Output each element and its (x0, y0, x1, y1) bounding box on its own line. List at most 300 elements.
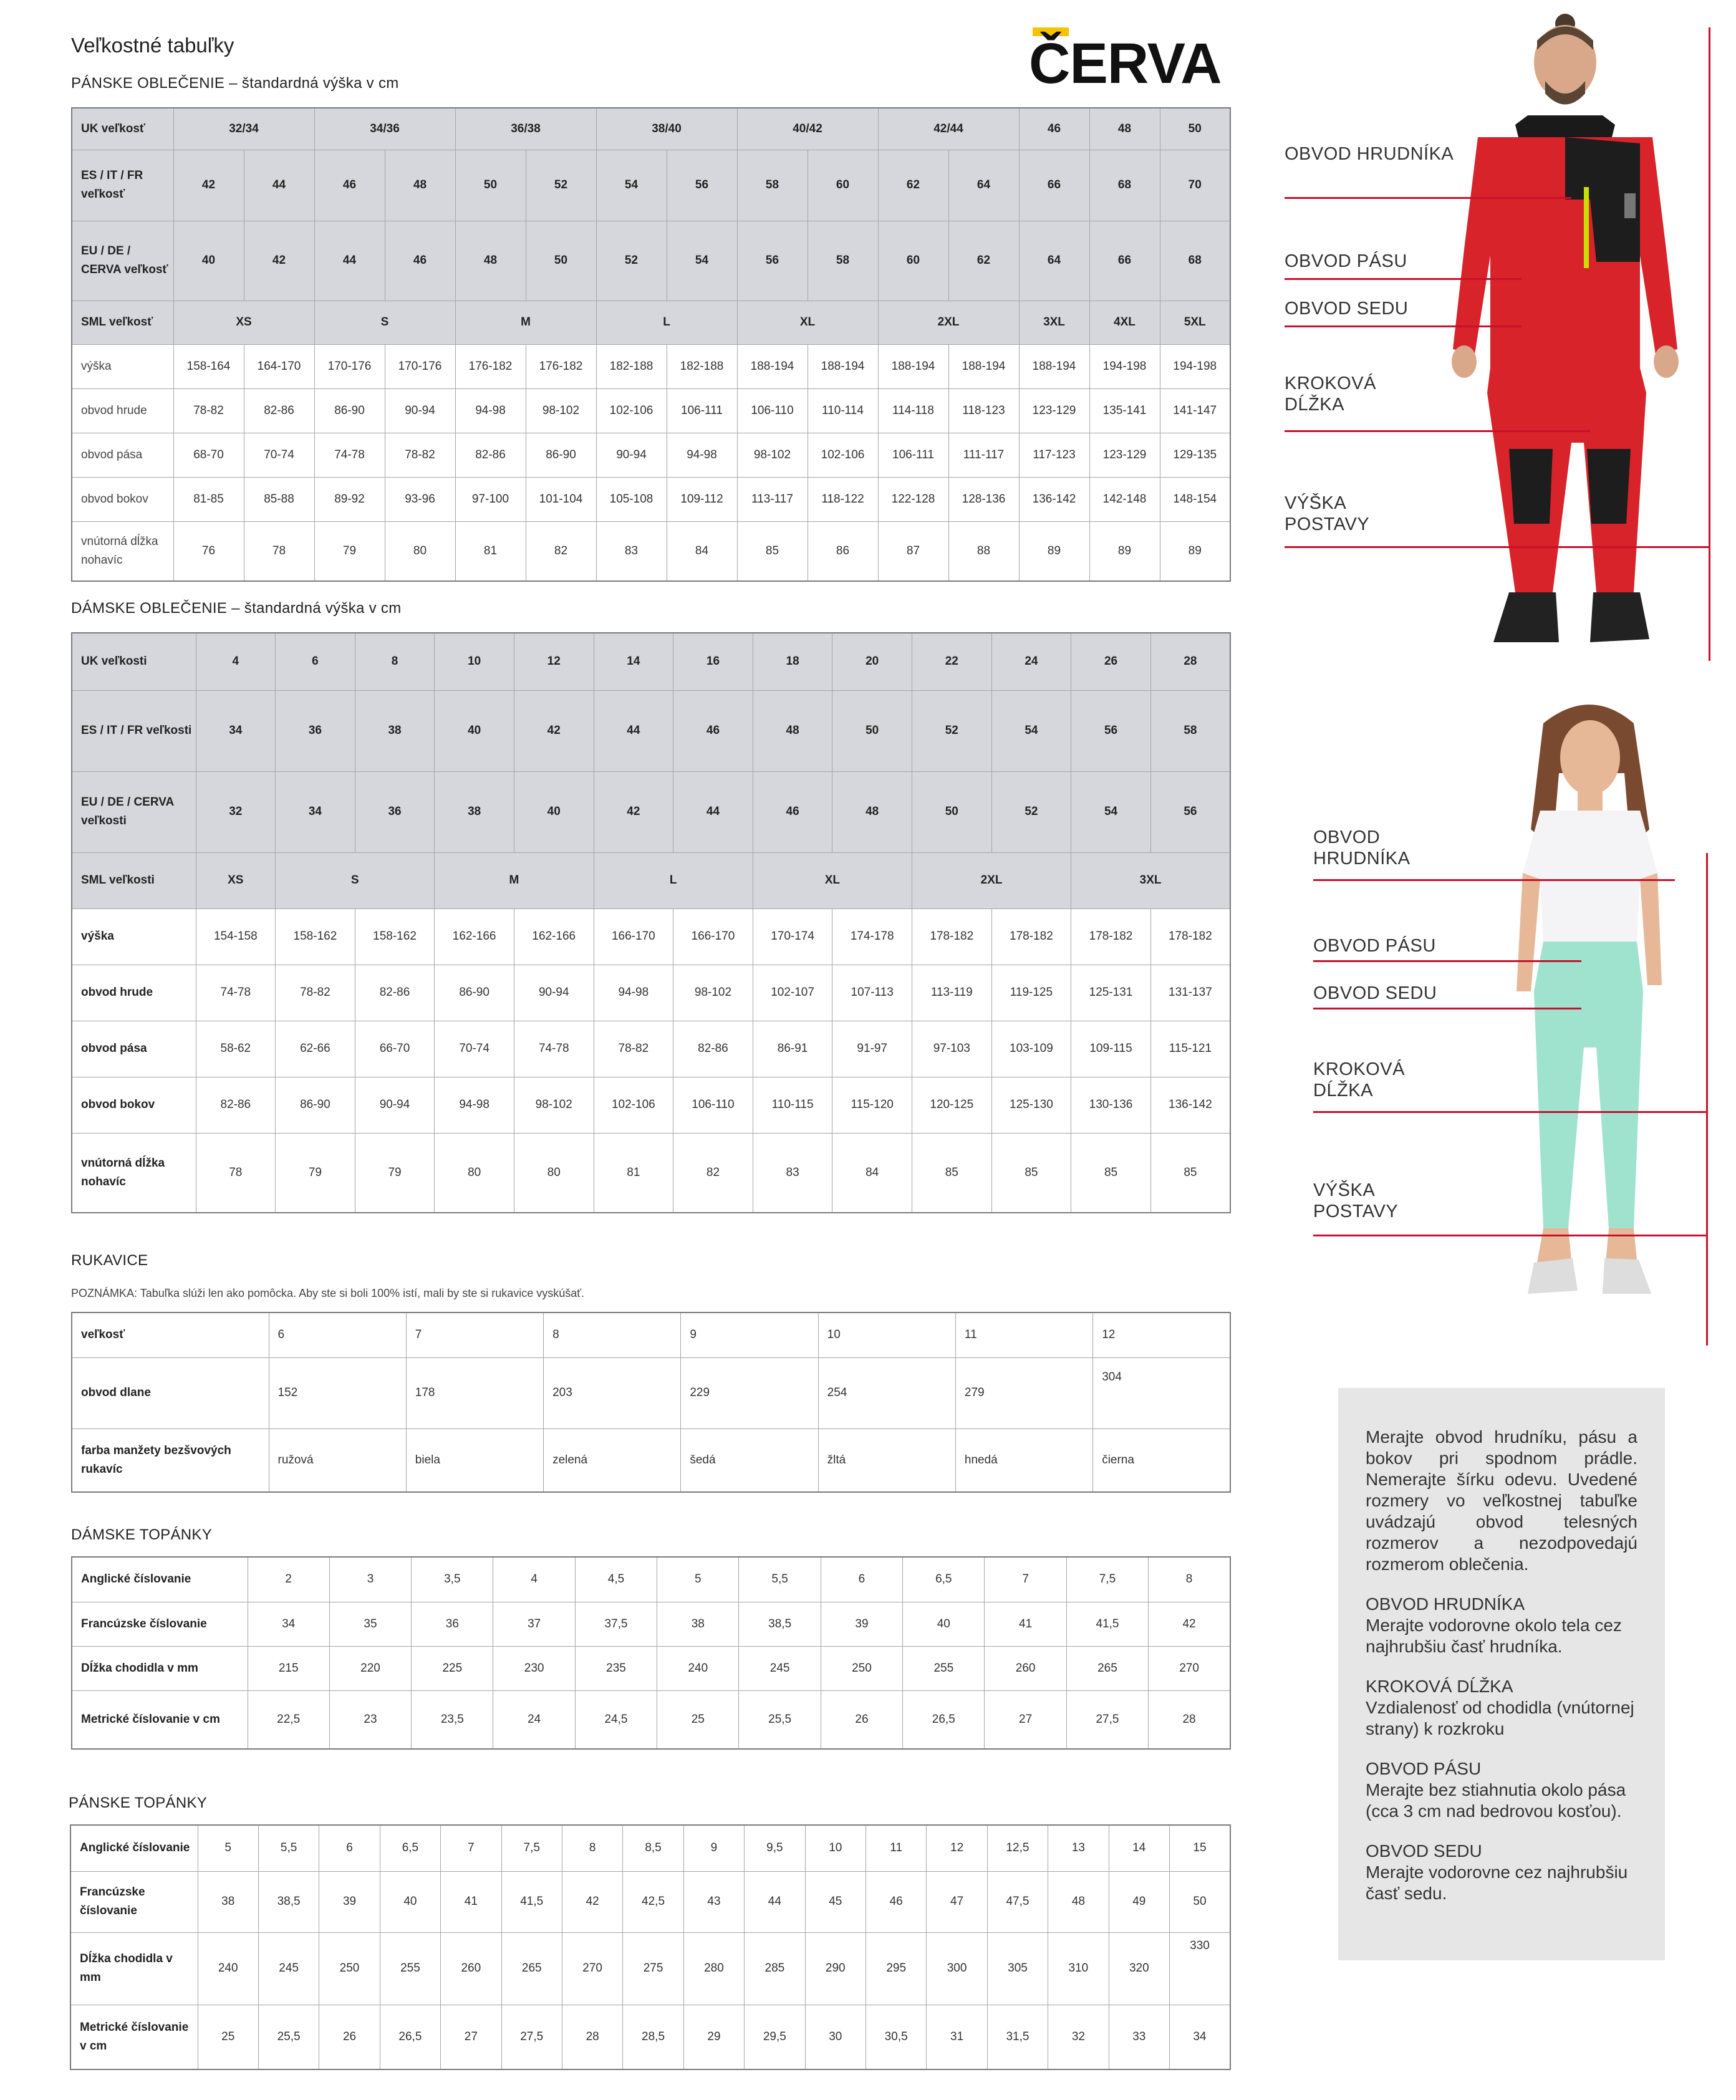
table-row (72, 521, 1230, 581)
cell: 178-182 (1071, 908, 1151, 965)
cell: 40 (903, 1602, 985, 1646)
cell: 102-107 (753, 965, 832, 1021)
cell: 58-62 (196, 1021, 276, 1077)
cell: 50 (832, 690, 912, 771)
gloves-section-title: RUKAVICE (71, 1252, 148, 1269)
cell: 109-112 (667, 477, 737, 521)
cell: 135-141 (1089, 388, 1160, 433)
table-row (72, 221, 1230, 301)
gloves-table (71, 1312, 1231, 1493)
table-row (72, 344, 1230, 388)
info-text-waist: Merajte bez stiahnutia okolo pása (cca 3 cm nad bedrovou kosťou). (1366, 1780, 1626, 1821)
male-figure-illustration (1434, 12, 1696, 661)
cell: 44 (594, 690, 673, 771)
female-line-seat (1313, 1008, 1581, 1009)
cell: 10 (818, 1312, 955, 1357)
cell: 85 (1150, 1133, 1230, 1213)
cell: XL (737, 301, 878, 344)
cell: M (435, 852, 594, 908)
cell: 20 (832, 633, 912, 690)
cell: 240 (198, 1932, 258, 2005)
cell: 102-106 (596, 388, 667, 433)
cell: 15 (1170, 1825, 1231, 1871)
cell: 176-182 (526, 344, 596, 388)
cell: 5,5 (739, 1557, 821, 1602)
table-row (72, 1357, 1230, 1428)
cell: 82-86 (455, 433, 526, 477)
cell: 39 (821, 1602, 902, 1646)
cell: 48 (385, 150, 455, 221)
cell: 6 (319, 1825, 380, 1871)
info-text-chest: Merajte vodorovne okolo tela cez najhrubšiu časť hrudníka. (1366, 1616, 1622, 1656)
cell: 32/34 (173, 108, 314, 150)
row-label: Dĺžka chodidla v mm (72, 1646, 248, 1690)
cell: XS (196, 852, 276, 908)
cell: 141-147 (1160, 388, 1230, 433)
cell: 235 (575, 1646, 657, 1690)
cell: 70 (1160, 150, 1230, 221)
cell: 89 (1019, 521, 1089, 581)
cell: 106-111 (878, 433, 948, 477)
cell: 37 (493, 1602, 575, 1646)
cell: zelená (544, 1428, 681, 1492)
cell: 123-129 (1019, 388, 1089, 433)
cell: 255 (380, 1932, 440, 2005)
cell: 5,5 (258, 1825, 319, 1871)
cell: 52 (912, 690, 991, 771)
cell: 3XL (1071, 852, 1230, 908)
cell: 27 (985, 1690, 1066, 1749)
men-section-title: PÁNSKE OBLEČENIE – štandardná výška v cm (71, 75, 399, 92)
row-label: obvod pása (72, 433, 173, 477)
info-intro: Merajte obvod hrudníku, pásu a bokov pri spodnom prádle. Nemerajte šírku odevu. Uvedené rozmery vo veľkostnej tabuľke uvádzajú obvod telesných rozmerov a nezodpovedajú rozmerom oblečenia. (1366, 1427, 1637, 1574)
cell: 83 (753, 1133, 832, 1213)
cell: 5 (198, 1825, 258, 1871)
row-label: ES / IT / FR veľkosti (72, 690, 196, 771)
cell: 4XL (1089, 301, 1160, 344)
female-line-chest (1313, 879, 1675, 881)
cell: 136-142 (1019, 477, 1089, 521)
cell: 50 (912, 771, 991, 852)
cell: biela (406, 1428, 543, 1492)
cell: 123-129 (1089, 433, 1160, 477)
info-text-inseam: Vzdialenosť od chodidla (vnútornej strany) k rozkroku (1366, 1698, 1634, 1738)
cell: 28,5 (623, 2005, 683, 2069)
cell: 43 (683, 1871, 744, 1932)
cell: 90-94 (596, 433, 667, 477)
row-label: vnútorná dĺžka nohavíc (72, 1133, 196, 1213)
cell: 166-170 (673, 908, 753, 965)
cell: 270 (1149, 1646, 1230, 1690)
male-label-waist: OBVOD PÁSU (1285, 251, 1407, 271)
cell: 106-110 (737, 388, 808, 433)
table-row (72, 1021, 1230, 1077)
table-row (72, 908, 1230, 965)
cell: 36/38 (455, 108, 596, 150)
cell: 12,5 (987, 1825, 1048, 1871)
cell: 12 (1093, 1312, 1230, 1357)
cell: 280 (683, 1932, 744, 2005)
cell: 4,5 (575, 1557, 657, 1602)
cell: 40 (435, 690, 514, 771)
cell: 90-94 (385, 388, 455, 433)
cell: 194-198 (1089, 344, 1160, 388)
cell: 26,5 (380, 2005, 440, 2069)
cell: 66 (1019, 150, 1089, 221)
table-row (72, 690, 1230, 771)
cell: 82-86 (355, 965, 435, 1021)
table-row (70, 1825, 1230, 1871)
cell: 58 (1150, 690, 1230, 771)
cell: 270 (562, 1932, 622, 2005)
cell: 250 (319, 1932, 380, 2005)
cell: 66 (1089, 221, 1160, 301)
female-line-height (1313, 1235, 1706, 1236)
cell: 48 (1089, 108, 1160, 150)
table-row (70, 1871, 1230, 1932)
cell: 86-90 (526, 433, 596, 477)
cell: 46 (314, 150, 385, 221)
cell: 182-188 (667, 344, 737, 388)
cell: 85 (912, 1133, 991, 1213)
cell: 42 (514, 690, 594, 771)
cell: 84 (667, 521, 737, 581)
cell: 48 (832, 771, 912, 852)
row-label: Anglické číslovanie (72, 1557, 248, 1602)
cell: 35 (329, 1602, 411, 1646)
row-label: farba manžety bezšvových rukavíc (72, 1428, 269, 1492)
cell: 42 (173, 150, 244, 221)
cell: 4 (196, 633, 276, 690)
table-row (72, 1602, 1230, 1646)
cell: 46 (1019, 108, 1089, 150)
cell: 49 (1109, 1871, 1169, 1932)
female-label-height: VÝŠKA POSTAVY (1313, 1180, 1399, 1221)
cell: 28 (1150, 633, 1230, 690)
cell: 188-194 (1019, 344, 1089, 388)
cell: 3XL (1019, 301, 1089, 344)
cell: 48 (1048, 1871, 1109, 1932)
cell: 58 (808, 221, 878, 301)
cell: 9,5 (745, 1825, 805, 1871)
cell: 22 (912, 633, 991, 690)
cell: 85 (991, 1133, 1071, 1213)
cell: 176-182 (455, 344, 526, 388)
cell: 28 (1149, 1690, 1230, 1749)
cell: 56 (667, 150, 737, 221)
cell: 44 (244, 150, 314, 221)
table-row (72, 771, 1230, 852)
cell: 38/40 (596, 108, 737, 150)
cell: 52 (526, 150, 596, 221)
cell: 41,5 (1066, 1602, 1148, 1646)
cell: 42,5 (623, 1871, 683, 1932)
male-label-height: VÝŠKA POSTAVY (1285, 493, 1370, 534)
cell: 245 (258, 1932, 319, 2005)
row-label: ES / IT / FR veľkosť (72, 150, 173, 221)
info-title-inseam: KROKOVÁ DĹŽKA (1366, 1677, 1513, 1696)
cell: 46 (753, 771, 832, 852)
cell: 265 (501, 1932, 562, 2005)
cell: 31,5 (987, 2005, 1048, 2069)
row-label: obvod dlane (72, 1357, 269, 1428)
cell: 64 (1019, 221, 1089, 301)
cell: 68 (1089, 150, 1160, 221)
cell: XS (173, 301, 314, 344)
table-row (70, 1932, 1230, 2005)
cell: 70-74 (435, 1021, 514, 1077)
cell: 89 (1089, 521, 1160, 581)
table-row (72, 150, 1230, 221)
cell: 170-176 (385, 344, 455, 388)
cell: 89-92 (314, 477, 385, 521)
male-line-height (1285, 546, 1709, 548)
cell: 136-142 (1150, 1077, 1230, 1133)
row-label: SML veľkosť (72, 301, 173, 344)
cell: 18 (753, 633, 832, 690)
cell: 13 (1048, 1825, 1109, 1871)
table-row (72, 108, 1230, 150)
cell: 38 (198, 1871, 258, 1932)
cell: 7,5 (1066, 1557, 1148, 1602)
cell: 110-115 (753, 1077, 832, 1133)
female-line-waist (1313, 960, 1581, 962)
cell: 117-123 (1019, 433, 1089, 477)
cell: 86 (808, 521, 878, 581)
cell: 34/36 (314, 108, 455, 150)
cell: 60 (878, 221, 948, 301)
cell: 113-117 (737, 477, 808, 521)
cell: 129-135 (1160, 433, 1230, 477)
cell: 50 (455, 150, 526, 221)
cell: 2XL (912, 852, 1071, 908)
female-height-vline (1706, 853, 1708, 1346)
cell: 98-102 (526, 388, 596, 433)
cell: 12 (927, 1825, 987, 1871)
cell: 106-110 (673, 1077, 753, 1133)
cell: 68-70 (173, 433, 244, 477)
row-label: Francúzske číslovanie (72, 1602, 248, 1646)
cell: 97-100 (455, 477, 526, 521)
female-line-inseam (1313, 1111, 1706, 1113)
female-label-inseam: KROKOVÁ DĹŽKA (1313, 1059, 1405, 1101)
table-row (72, 1557, 1230, 1602)
women-shoes-section-title: DÁMSKE TOPÁNKY (71, 1526, 213, 1543)
cell: 82-86 (673, 1021, 753, 1077)
female-label-seat: OBVOD SEDU (1313, 983, 1437, 1003)
cell: 131-137 (1150, 965, 1230, 1021)
table-row (72, 388, 1230, 433)
cell: 74-78 (196, 965, 276, 1021)
row-label: EU / DE / CERVA veľkosť (72, 221, 173, 301)
row-label: SML veľkosti (72, 852, 196, 908)
cell: 30 (805, 2005, 866, 2069)
table-row (72, 1690, 1230, 1749)
cell: 79 (276, 1133, 355, 1213)
cell: 64 (948, 150, 1019, 221)
cell: 27 (441, 2005, 501, 2069)
row-label: Anglické číslovanie (70, 1825, 198, 1871)
cell: 47,5 (987, 1871, 1048, 1932)
cell: 50 (1160, 108, 1230, 150)
cell: S (314, 301, 455, 344)
cell: 7,5 (501, 1825, 562, 1871)
cell: 36 (412, 1602, 493, 1646)
cell: žltá (818, 1428, 955, 1492)
cell: 254 (818, 1357, 955, 1428)
row-label: Dĺžka chodidla v mm (70, 1932, 198, 2005)
cell: 40 (514, 771, 594, 852)
female-label-waist: OBVOD PÁSU (1313, 936, 1436, 956)
cell: 47 (927, 1871, 987, 1932)
cell: 26 (821, 1690, 902, 1749)
cell: 16 (673, 633, 753, 690)
row-label: obvod bokov (72, 1077, 196, 1133)
logo-wordmark: ČERVA (1029, 32, 1222, 95)
male-line-inseam (1285, 430, 1590, 432)
row-label: obvod pása (72, 1021, 196, 1077)
cell: 130-136 (1071, 1077, 1151, 1133)
row-label: Francúzske číslovanie (70, 1871, 198, 1932)
row-label: UK veľkosť (72, 108, 173, 150)
cell: 102-106 (594, 1077, 673, 1133)
cell: 40/42 (737, 108, 878, 150)
cell: 81-85 (173, 477, 244, 521)
cell: 178-182 (1150, 908, 1230, 965)
cell: 26 (319, 2005, 380, 2069)
cell: 5 (657, 1557, 739, 1602)
cell: 45 (805, 1871, 866, 1932)
table-row (72, 301, 1230, 344)
cell: 25 (198, 2005, 258, 2069)
cell: 107-113 (832, 965, 912, 1021)
cell: 6 (821, 1557, 902, 1602)
row-label: výška (72, 344, 173, 388)
men-size-table (71, 107, 1231, 582)
cell: 85-88 (244, 477, 314, 521)
cell: 23,5 (412, 1690, 493, 1749)
cell: 54 (667, 221, 737, 301)
gloves-note: POZNÁMKA: Tabuľka slúži len ako pomôcka. Aby ste si boli 100% istí, mali by ste si rukavice vyskúšať. (71, 1287, 584, 1299)
cell: 85 (1071, 1133, 1151, 1213)
cell: 42 (244, 221, 314, 301)
cell: 94-98 (594, 965, 673, 1021)
male-label-chest: OBVOD HRUDNÍKA (1285, 144, 1454, 164)
cell: 42 (594, 771, 673, 852)
cell: 118-123 (948, 388, 1019, 433)
cell: 285 (745, 1932, 805, 2005)
cell: 9 (683, 1825, 744, 1871)
cell: 158-162 (276, 908, 355, 965)
cell: 113-119 (912, 965, 991, 1021)
cell: 38,5 (739, 1602, 821, 1646)
men-shoes-section-title: PÁNSKE TOPÁNKY (69, 1794, 208, 1811)
female-figure-illustration (1484, 698, 1696, 1334)
cell: 60 (808, 150, 878, 221)
cell: 255 (903, 1646, 985, 1690)
cell: 320 (1109, 1932, 1169, 2005)
cell: 9 (681, 1312, 818, 1357)
cell: 86-90 (314, 388, 385, 433)
cell: 8 (355, 633, 435, 690)
cell: 240 (657, 1646, 739, 1690)
cell: 78 (244, 521, 314, 581)
cell: 86-91 (753, 1021, 832, 1077)
cell: 54 (991, 690, 1071, 771)
cell: 260 (985, 1646, 1066, 1690)
cell: 56 (737, 221, 808, 301)
table-row (72, 1077, 1230, 1133)
cell: 94-98 (435, 1077, 514, 1133)
cell: 295 (866, 1932, 926, 2005)
cell: 40 (380, 1871, 440, 1932)
cell: 81 (455, 521, 526, 581)
cell: 3 (329, 1557, 411, 1602)
cell: 106-111 (667, 388, 737, 433)
cell: 74-78 (314, 433, 385, 477)
cell: 6 (269, 1312, 406, 1357)
cell: 310 (1048, 1932, 1109, 2005)
cell: 28 (562, 2005, 622, 2069)
cell: 54 (596, 150, 667, 221)
cell: 50 (1170, 1871, 1231, 1932)
cell: 103-109 (991, 1021, 1071, 1077)
cell: 44 (745, 1871, 805, 1932)
cell: 7 (441, 1825, 501, 1871)
cell: 82-86 (244, 388, 314, 433)
cell: 68 (1160, 221, 1230, 301)
brand-logo (1029, 27, 1228, 96)
cell: 74-78 (514, 1021, 594, 1077)
cell: 62 (948, 221, 1019, 301)
cell: 24 (991, 633, 1071, 690)
cell: 90-94 (355, 1077, 435, 1133)
cell: 229 (681, 1357, 818, 1428)
cell: 97-103 (912, 1021, 991, 1077)
cell: 142-148 (1089, 477, 1160, 521)
cell: 22,5 (248, 1690, 329, 1749)
cell: 305 (987, 1932, 1048, 2005)
cell: 8 (544, 1312, 681, 1357)
table-row (72, 1646, 1230, 1690)
cell: 91-97 (832, 1021, 912, 1077)
cell: 24 (493, 1690, 575, 1749)
cell: 203 (544, 1357, 681, 1428)
cell: 98-102 (737, 433, 808, 477)
cell: 78-82 (173, 388, 244, 433)
male-label-inseam: KROKOVÁ DĹŽKA (1285, 373, 1376, 415)
cell: 81 (594, 1133, 673, 1213)
cell: 62 (878, 150, 948, 221)
cell: 290 (805, 1932, 866, 2005)
measurement-info-box (1338, 1388, 1665, 1960)
cell: 52 (991, 771, 1071, 852)
page-title: Veľkostné tabuľky (71, 34, 234, 57)
cell: 80 (435, 1133, 514, 1213)
cell: 14 (594, 633, 673, 690)
male-line-chest (1285, 197, 1571, 199)
cell: 89 (1160, 521, 1230, 581)
cell: 41 (441, 1871, 501, 1932)
cell: 120-125 (912, 1077, 991, 1133)
cell: 30,5 (866, 2005, 926, 2069)
cell: 125-130 (991, 1077, 1071, 1133)
cell: 8,5 (623, 1825, 683, 1871)
cell: 178-182 (991, 908, 1071, 965)
cell: 33 (1109, 2005, 1169, 2069)
cell: 178-182 (912, 908, 991, 965)
cell: 188-194 (878, 344, 948, 388)
